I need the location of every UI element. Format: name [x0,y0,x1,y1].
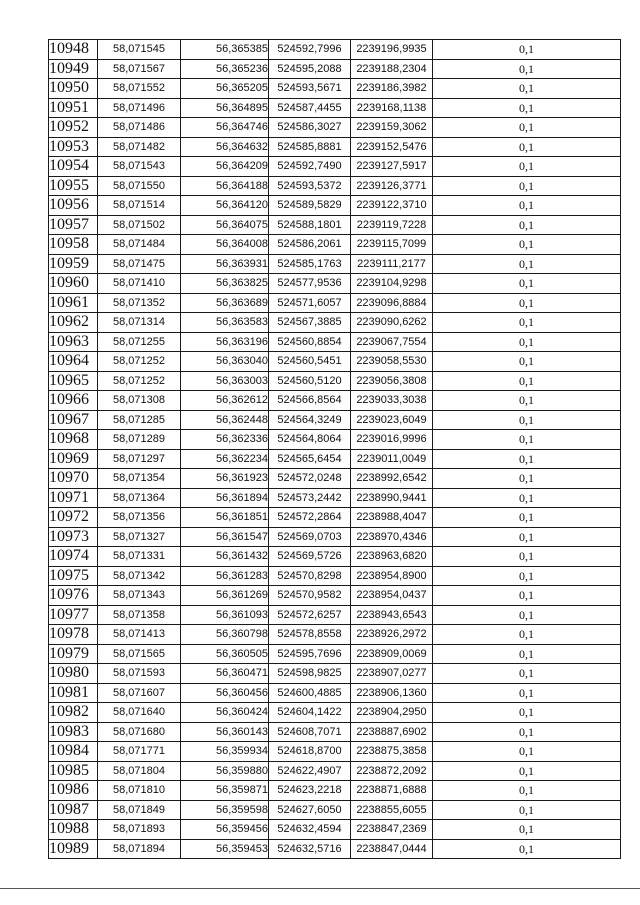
cell-point-number: 10967 [49,410,98,430]
table-row [49,547,621,567]
cell-x-coordinate: 524565,6454 [269,449,351,469]
table-row [49,508,621,528]
cell-accuracy: 0,1 [433,98,621,118]
cell-accuracy: 0,1 [433,508,621,528]
table-row [49,800,621,820]
cell-point-number: 10984 [49,742,98,762]
cell-x-coordinate: 524572,0248 [269,469,351,489]
cell-y-coordinate: 2239023,6049 [351,410,433,430]
cell-accuracy: 0,1 [433,332,621,352]
cell-y-coordinate: 2239159,3062 [351,118,433,138]
table-row [49,254,621,274]
table-row [49,469,621,489]
cell-y-coordinate: 2239152,5476 [351,137,433,157]
cell-longitude: 56,364120 [181,196,269,216]
cell-x-coordinate: 524560,8854 [269,332,351,352]
cell-y-coordinate: 2238855,6055 [351,800,433,820]
cell-y-coordinate: 2239111,2177 [351,254,433,274]
cell-point-number: 10980 [49,664,98,684]
cell-y-coordinate: 2238906,1360 [351,683,433,703]
table-row [49,313,621,333]
cell-latitude: 58,071680 [98,722,181,742]
coordinate-table-body [49,40,621,859]
cell-accuracy: 0,1 [433,313,621,333]
cell-longitude: 56,362336 [181,430,269,450]
cell-point-number: 10962 [49,313,98,333]
cell-x-coordinate: 524618,8700 [269,742,351,762]
cell-accuracy: 0,1 [433,215,621,235]
cell-latitude: 58,071550 [98,176,181,196]
cell-point-number: 10974 [49,547,98,567]
cell-latitude: 58,071410 [98,274,181,294]
cell-y-coordinate: 2238954,8900 [351,566,433,586]
cell-longitude: 56,359871 [181,781,269,801]
cell-y-coordinate: 2239058,5530 [351,352,433,372]
cell-accuracy: 0,1 [433,430,621,450]
cell-y-coordinate: 2238875,3858 [351,742,433,762]
cell-x-coordinate: 524593,5372 [269,176,351,196]
cell-longitude: 56,361547 [181,527,269,547]
cell-point-number: 10952 [49,118,98,138]
table-row [49,352,621,372]
cell-y-coordinate: 2238963,6820 [351,547,433,567]
cell-accuracy: 0,1 [433,391,621,411]
cell-accuracy: 0,1 [433,157,621,177]
cell-accuracy: 0,1 [433,742,621,762]
cell-point-number: 10979 [49,644,98,664]
cell-point-number: 10970 [49,469,98,489]
cell-longitude: 56,361283 [181,566,269,586]
cell-latitude: 58,071482 [98,137,181,157]
cell-accuracy: 0,1 [433,839,621,859]
table-row [49,157,621,177]
table-row [49,79,621,99]
cell-x-coordinate: 524585,1763 [269,254,351,274]
cell-accuracy: 0,1 [433,722,621,742]
table-row [49,98,621,118]
table-row [49,235,621,255]
cell-accuracy: 0,1 [433,488,621,508]
cell-latitude: 58,071308 [98,391,181,411]
table-row [49,137,621,157]
cell-latitude: 58,071552 [98,79,181,99]
cell-x-coordinate: 524564,8064 [269,430,351,450]
table-row [49,430,621,450]
table-row [49,839,621,859]
cell-accuracy: 0,1 [433,40,621,60]
table-row [49,118,621,138]
cell-y-coordinate: 2239033,3038 [351,391,433,411]
cell-accuracy: 0,1 [433,703,621,723]
cell-x-coordinate: 524592,7996 [269,40,351,60]
cell-point-number: 10982 [49,703,98,723]
cell-accuracy: 0,1 [433,352,621,372]
cell-x-coordinate: 524593,5671 [269,79,351,99]
cell-y-coordinate: 2239127,5917 [351,157,433,177]
cell-point-number: 10978 [49,625,98,645]
cell-longitude: 56,363825 [181,274,269,294]
cell-point-number: 10960 [49,274,98,294]
cell-latitude: 58,071567 [98,59,181,79]
cell-latitude: 58,071545 [98,40,181,60]
cell-latitude: 58,071565 [98,644,181,664]
cell-point-number: 10986 [49,781,98,801]
table-row [49,40,621,60]
cell-longitude: 56,360143 [181,722,269,742]
cell-latitude: 58,071252 [98,352,181,372]
table-row [49,664,621,684]
cell-accuracy: 0,1 [433,137,621,157]
table-row [49,820,621,840]
cell-point-number: 10949 [49,59,98,79]
cell-point-number: 10975 [49,566,98,586]
cell-x-coordinate: 524589,5829 [269,196,351,216]
cell-accuracy: 0,1 [433,566,621,586]
coordinate-table [48,39,621,859]
cell-accuracy: 0,1 [433,293,621,313]
cell-accuracy: 0,1 [433,800,621,820]
cell-longitude: 56,359453 [181,839,269,859]
table-row [49,625,621,645]
table-row [49,488,621,508]
cell-x-coordinate: 524560,5120 [269,371,351,391]
table-row [49,371,621,391]
cell-longitude: 56,361851 [181,508,269,528]
cell-latitude: 58,071475 [98,254,181,274]
cell-x-coordinate: 524595,7696 [269,644,351,664]
cell-longitude: 56,360471 [181,664,269,684]
cell-y-coordinate: 2239126,3771 [351,176,433,196]
cell-point-number: 10963 [49,332,98,352]
cell-latitude: 58,071358 [98,605,181,625]
cell-longitude: 56,363689 [181,293,269,313]
cell-x-coordinate: 524622,4907 [269,761,351,781]
cell-x-coordinate: 524566,8564 [269,391,351,411]
cell-latitude: 58,071502 [98,215,181,235]
table-row [49,781,621,801]
cell-x-coordinate: 524578,8558 [269,625,351,645]
cell-longitude: 56,364008 [181,235,269,255]
table-row [49,196,621,216]
cell-x-coordinate: 524585,8881 [269,137,351,157]
cell-accuracy: 0,1 [433,118,621,138]
cell-x-coordinate: 524604,1422 [269,703,351,723]
table-row [49,605,621,625]
table-row [49,449,621,469]
cell-latitude: 58,071352 [98,293,181,313]
cell-latitude: 58,071593 [98,664,181,684]
cell-y-coordinate: 2238872,2092 [351,761,433,781]
cell-y-coordinate: 2238988,4047 [351,508,433,528]
cell-point-number: 10965 [49,371,98,391]
cell-point-number: 10972 [49,508,98,528]
cell-x-coordinate: 524586,2061 [269,235,351,255]
cell-y-coordinate: 2239056,3808 [351,371,433,391]
table-row [49,410,621,430]
table-row [49,644,621,664]
cell-latitude: 58,071285 [98,410,181,430]
cell-accuracy: 0,1 [433,820,621,840]
cell-latitude: 58,071331 [98,547,181,567]
cell-latitude: 58,071543 [98,157,181,177]
cell-point-number: 10955 [49,176,98,196]
cell-point-number: 10959 [49,254,98,274]
cell-accuracy: 0,1 [433,664,621,684]
cell-accuracy: 0,1 [433,547,621,567]
cell-latitude: 58,071327 [98,527,181,547]
cell-y-coordinate: 2238847,0444 [351,839,433,859]
cell-longitude: 56,359880 [181,761,269,781]
cell-longitude: 56,360424 [181,703,269,723]
cell-accuracy: 0,1 [433,176,621,196]
cell-longitude: 56,362234 [181,449,269,469]
table-row [49,742,621,762]
cell-accuracy: 0,1 [433,781,621,801]
cell-longitude: 56,364188 [181,176,269,196]
cell-x-coordinate: 524564,3249 [269,410,351,430]
cell-point-number: 10983 [49,722,98,742]
cell-point-number: 10987 [49,800,98,820]
cell-x-coordinate: 524623,2218 [269,781,351,801]
cell-point-number: 10981 [49,683,98,703]
cell-latitude: 58,071297 [98,449,181,469]
cell-x-coordinate: 524600,4885 [269,683,351,703]
cell-latitude: 58,071343 [98,586,181,606]
cell-latitude: 58,071356 [98,508,181,528]
cell-x-coordinate: 524627,6050 [269,800,351,820]
cell-longitude: 56,365236 [181,59,269,79]
cell-x-coordinate: 524571,6057 [269,293,351,313]
cell-longitude: 56,363931 [181,254,269,274]
cell-latitude: 58,071314 [98,313,181,333]
cell-x-coordinate: 524577,9536 [269,274,351,294]
cell-longitude: 56,360505 [181,644,269,664]
cell-x-coordinate: 524598,9825 [269,664,351,684]
cell-latitude: 58,071810 [98,781,181,801]
cell-accuracy: 0,1 [433,371,621,391]
cell-point-number: 10973 [49,527,98,547]
cell-longitude: 56,361269 [181,586,269,606]
cell-accuracy: 0,1 [433,605,621,625]
cell-longitude: 56,363003 [181,371,269,391]
table-row [49,683,621,703]
cell-point-number: 10985 [49,761,98,781]
cell-longitude: 56,359456 [181,820,269,840]
cell-longitude: 56,364895 [181,98,269,118]
cell-x-coordinate: 524595,2088 [269,59,351,79]
cell-longitude: 56,364075 [181,215,269,235]
cell-y-coordinate: 2239168,1138 [351,98,433,118]
cell-x-coordinate: 524572,2864 [269,508,351,528]
cell-latitude: 58,071514 [98,196,181,216]
cell-longitude: 56,364746 [181,118,269,138]
cell-latitude: 58,071804 [98,761,181,781]
cell-y-coordinate: 2238990,9441 [351,488,433,508]
cell-latitude: 58,071640 [98,703,181,723]
cell-latitude: 58,071413 [98,625,181,645]
page-bottom-rule [0,888,640,889]
cell-latitude: 58,071252 [98,371,181,391]
cell-accuracy: 0,1 [433,527,621,547]
cell-x-coordinate: 524570,9582 [269,586,351,606]
cell-point-number: 10964 [49,352,98,372]
table-row [49,761,621,781]
cell-x-coordinate: 524632,4594 [269,820,351,840]
cell-point-number: 10968 [49,430,98,450]
cell-x-coordinate: 524560,5451 [269,352,351,372]
table-row [49,293,621,313]
cell-x-coordinate: 524570,8298 [269,566,351,586]
cell-y-coordinate: 2239122,3710 [351,196,433,216]
cell-accuracy: 0,1 [433,761,621,781]
cell-y-coordinate: 2239196,9935 [351,40,433,60]
cell-accuracy: 0,1 [433,254,621,274]
cell-accuracy: 0,1 [433,274,621,294]
table-row [49,722,621,742]
cell-accuracy: 0,1 [433,449,621,469]
cell-y-coordinate: 2239096,8884 [351,293,433,313]
cell-point-number: 10950 [49,79,98,99]
table-row [49,332,621,352]
cell-y-coordinate: 2239016,9996 [351,430,433,450]
cell-y-coordinate: 2238909,0069 [351,644,433,664]
cell-latitude: 58,071486 [98,118,181,138]
cell-point-number: 10956 [49,196,98,216]
cell-y-coordinate: 2238926,2972 [351,625,433,645]
cell-longitude: 56,365385 [181,40,269,60]
coordinate-table-container [48,39,621,859]
cell-y-coordinate: 2238847,2369 [351,820,433,840]
cell-accuracy: 0,1 [433,59,621,79]
cell-latitude: 58,071484 [98,235,181,255]
table-row [49,703,621,723]
table-row [49,59,621,79]
cell-latitude: 58,071289 [98,430,181,450]
cell-y-coordinate: 2238943,6543 [351,605,433,625]
cell-longitude: 56,359598 [181,800,269,820]
cell-longitude: 56,360798 [181,625,269,645]
cell-x-coordinate: 524586,3027 [269,118,351,138]
cell-x-coordinate: 524573,2442 [269,488,351,508]
cell-accuracy: 0,1 [433,196,621,216]
cell-longitude: 56,361894 [181,488,269,508]
cell-longitude: 56,362448 [181,410,269,430]
cell-latitude: 58,071771 [98,742,181,762]
cell-longitude: 56,361923 [181,469,269,489]
cell-x-coordinate: 524569,5726 [269,547,351,567]
cell-point-number: 10954 [49,157,98,177]
cell-longitude: 56,362612 [181,391,269,411]
cell-y-coordinate: 2239090,6262 [351,313,433,333]
cell-point-number: 10961 [49,293,98,313]
cell-y-coordinate: 2238904,2950 [351,703,433,723]
table-row [49,274,621,294]
cell-y-coordinate: 2238907,0277 [351,664,433,684]
cell-y-coordinate: 2238992,6542 [351,469,433,489]
cell-x-coordinate: 524592,7490 [269,157,351,177]
cell-y-coordinate: 2239104,9298 [351,274,433,294]
cell-point-number: 10989 [49,839,98,859]
cell-longitude: 56,365205 [181,79,269,99]
cell-point-number: 10958 [49,235,98,255]
cell-x-coordinate: 524588,1801 [269,215,351,235]
cell-point-number: 10957 [49,215,98,235]
cell-accuracy: 0,1 [433,79,621,99]
cell-point-number: 10966 [49,391,98,411]
cell-y-coordinate: 2239119,7228 [351,215,433,235]
cell-latitude: 58,071893 [98,820,181,840]
cell-longitude: 56,359934 [181,742,269,762]
cell-point-number: 10951 [49,98,98,118]
cell-y-coordinate: 2238887,6902 [351,722,433,742]
cell-accuracy: 0,1 [433,625,621,645]
cell-x-coordinate: 524572,6257 [269,605,351,625]
cell-longitude: 56,364632 [181,137,269,157]
cell-point-number: 10988 [49,820,98,840]
cell-y-coordinate: 2239186,3982 [351,79,433,99]
cell-latitude: 58,071342 [98,566,181,586]
cell-longitude: 56,361432 [181,547,269,567]
cell-accuracy: 0,1 [433,235,621,255]
cell-point-number: 10953 [49,137,98,157]
cell-y-coordinate: 2238954,0437 [351,586,433,606]
cell-longitude: 56,360456 [181,683,269,703]
cell-y-coordinate: 2239067,7554 [351,332,433,352]
cell-point-number: 10971 [49,488,98,508]
cell-y-coordinate: 2239011,0049 [351,449,433,469]
cell-point-number: 10948 [49,40,98,60]
cell-y-coordinate: 2238871,6888 [351,781,433,801]
cell-x-coordinate: 524632,5716 [269,839,351,859]
cell-x-coordinate: 524608,7071 [269,722,351,742]
table-row [49,586,621,606]
cell-longitude: 56,363040 [181,352,269,372]
cell-x-coordinate: 524587,4455 [269,98,351,118]
cell-latitude: 58,071894 [98,839,181,859]
table-row [49,176,621,196]
table-row [49,566,621,586]
cell-x-coordinate: 524567,3885 [269,313,351,333]
cell-longitude: 56,363583 [181,313,269,333]
cell-point-number: 10977 [49,605,98,625]
cell-accuracy: 0,1 [433,410,621,430]
cell-latitude: 58,071496 [98,98,181,118]
cell-latitude: 58,071607 [98,683,181,703]
cell-longitude: 56,361093 [181,605,269,625]
table-row [49,215,621,235]
cell-accuracy: 0,1 [433,644,621,664]
cell-y-coordinate: 2238970,4346 [351,527,433,547]
cell-y-coordinate: 2239115,7099 [351,235,433,255]
table-row [49,527,621,547]
cell-latitude: 58,071849 [98,800,181,820]
cell-x-coordinate: 524569,0703 [269,527,351,547]
table-row [49,391,621,411]
cell-accuracy: 0,1 [433,683,621,703]
cell-point-number: 10969 [49,449,98,469]
cell-y-coordinate: 2239188,2304 [351,59,433,79]
cell-latitude: 58,071364 [98,488,181,508]
cell-longitude: 56,364209 [181,157,269,177]
cell-longitude: 56,363196 [181,332,269,352]
cell-latitude: 58,071255 [98,332,181,352]
cell-accuracy: 0,1 [433,469,621,489]
cell-latitude: 58,071354 [98,469,181,489]
cell-point-number: 10976 [49,586,98,606]
cell-accuracy: 0,1 [433,586,621,606]
